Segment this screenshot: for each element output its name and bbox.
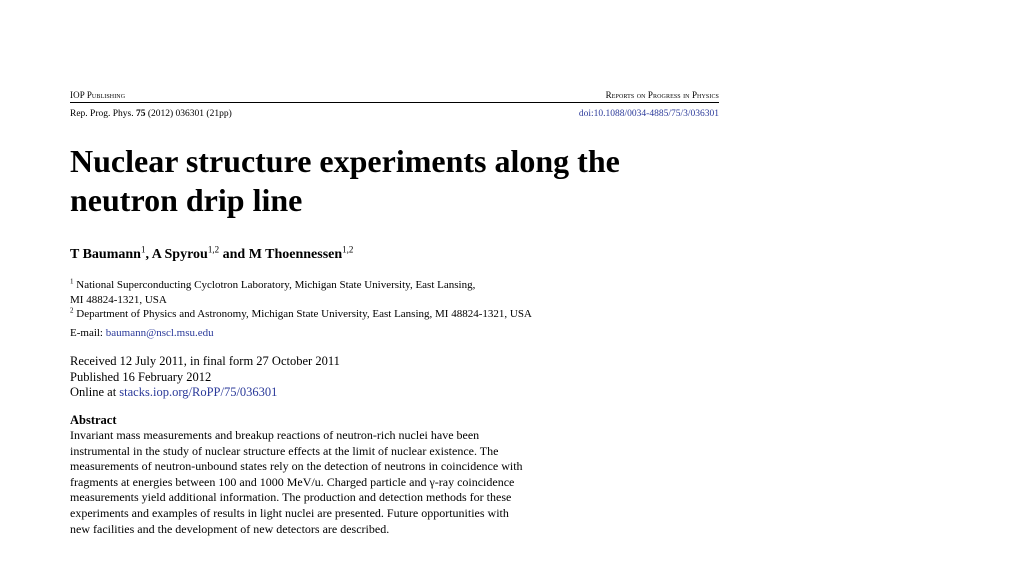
citation-prefix: Rep. Prog. Phys. [70,109,134,119]
author-separator: and [219,247,249,262]
affiliation-text: National Superconducting Cyclotron Laboratory, Michigan State University, East Lansing, [76,279,476,291]
author-affiliation-mark: 1,2 [342,244,354,255]
affiliation-2 [70,307,670,322]
author-affiliation-mark: 1 [140,244,146,255]
abstract-line: instrumental in the study of nuclear structure effects at the limit of nuclear existence. The [70,443,499,458]
contact-email [70,327,214,339]
affiliation-mark: 2 [70,306,74,315]
running-header [70,90,719,100]
author-separator: , [145,247,152,262]
publication-history [70,354,340,401]
title-line-2: neutron drip line [70,182,303,218]
abstract-line: new facilities and the development of new detectors are described. [70,521,390,536]
online-label: Online at [70,385,117,399]
abstract-line: Invariant mass measurements and breakup reactions of neutron-rich nuclei have been [70,428,480,442]
abstract-line: experiments and examples of results in light nuclei are presented. Future opportunities with [70,505,509,520]
online-url-link[interactable]: stacks.iop.org/RoPP/75/036301 [119,385,278,399]
citation [70,109,232,119]
author-list [70,244,354,263]
author-name: M Thoennessen [248,247,343,262]
publisher-name: IOP Publishing [70,90,126,100]
citation-volume: 75 [135,109,146,119]
affiliation-text: Department of Physics and Astronomy, Michigan State University, East Lansing, MI 48824-1321, USA [76,308,532,320]
author-name: T Baumann [70,247,141,262]
abstract-line: measurements of neutron-unbound states rely on the detection of neutrons in coincidence with [70,459,523,474]
affiliation-mark: 1 [70,277,74,286]
email-link[interactable]: baumann@nscl.msu.edu [105,327,214,339]
author-name: A Spyrou [151,247,208,262]
title-line-1: Nuclear structure experiments along the [70,143,620,179]
paper-first-page [70,0,720,576]
author-affiliation-mark: 1,2 [207,244,220,255]
doi-link[interactable]: doi:10.1088/0034-4885/75/3/036301 [578,109,719,119]
email-label: E-mail: [70,327,103,339]
abstract-line: measurements yield additional information. The production and detection methods for these [70,490,512,505]
citation-bar [70,109,719,119]
citation-suffix: (2012) 036301 (21pp) [147,109,232,119]
journal-name: Reports on Progress in Physics [605,90,719,100]
published-date: Published 16 February 2012 [70,369,212,384]
affiliation-list [70,278,670,322]
header-divider [70,102,719,103]
received-date: Received 12 July 2011, in final form 27 October 2011 [70,354,340,368]
online-line [70,385,340,401]
paper-title [70,142,720,220]
abstract-body [70,428,590,537]
affiliation-1-continued: MI 48824-1321, USA [70,293,167,306]
abstract-heading: Abstract [70,413,117,427]
affiliation-1 [70,278,670,293]
abstract-line: fragments at energies between 100 and 1000 MeV/u. Charged particle and γ-ray coincidence [70,474,515,489]
